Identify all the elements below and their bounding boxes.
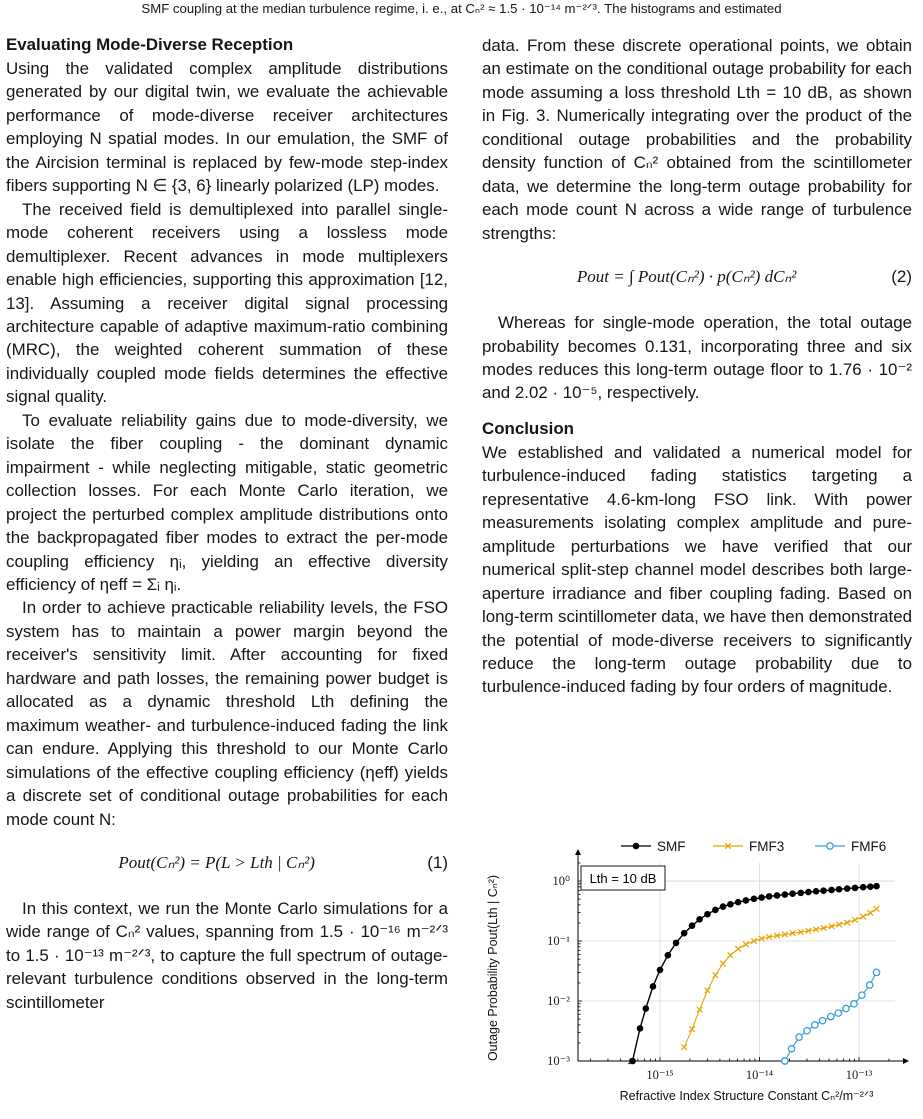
smf-line: [629, 886, 877, 1064]
series-group: [629, 883, 880, 1064]
smf-point: [689, 922, 696, 929]
x-tick-label: 10⁻¹⁴: [745, 1068, 774, 1082]
smf-point: [836, 886, 843, 893]
smf-point: [650, 983, 657, 990]
smf-point: [727, 901, 734, 908]
smf-point: [712, 907, 719, 914]
smf-point: [860, 884, 867, 891]
fmf6-legend-label: FMF6: [851, 839, 887, 854]
fmf6-point: [866, 982, 872, 988]
x-tick-label: 10⁻¹⁵: [646, 1068, 674, 1082]
paragraph: In order to achieve practicable reliability levels, the FSO system has to maintain a power margin beyond the receiver's sensitivity limit. After accounting for fixed hardware and path losses, the remaining power budget is allocated as a dynamic threshold Lth defining the maximum weather- and turbulence-induced fading the link can endure. Applying this threshold to our Monte Carlo simulations of the effective coupling efficiency (ηeff) yields a discrete set of conditional outage probabilities for each mode count N:: [6, 598, 448, 829]
smf-point: [758, 894, 765, 901]
y-axis-arrow: [575, 849, 581, 855]
threshold-annotation: [581, 866, 665, 890]
smf-point: [813, 888, 820, 895]
fmf6-point: [819, 1017, 825, 1023]
y-axis-label: Outage Probability Pout(Lth | Cₙ²): [486, 874, 500, 1062]
equation-1: [6, 841, 448, 885]
smf-point: [873, 883, 880, 890]
fmf6-point: [812, 1022, 818, 1028]
fmf3-point: [728, 952, 734, 958]
y-tick-label: 10⁰: [552, 874, 570, 889]
fmf6-legend-marker: [827, 843, 833, 849]
paragraph: Using the validated complex amplitude distributions generated by our digital twin, we evaluate the achievable performance of mode-diverse receiver architectures employing N spatial modes. In our emulation, the SMF of the Aircision terminal is replaced by few-mode step-index fibers supporting N ∈ {3, 6} linearly polarized (LP) modes.: [6, 59, 448, 196]
y-tick-label: 10⁻²: [547, 994, 570, 1009]
smf-point: [751, 896, 758, 903]
paragraph: We established and validated a numerical model for turbulence-induced fading statistics targeting a representative 4.6-km-long FSO link. With power measurements isolating complex amplitude and pure-amplitude perturbations we have verified that our numerical split-step channel model describes both large-aperture irradiance and fiber coupling fading. Based on long-term scintillometer data, we have then demonstrated the potential of mode-diverse receivers to significantly reduce the long-term outage probability due to turbulence-induced fading by four orders of magnitude.: [482, 442, 912, 697]
equation-number: (2): [891, 267, 912, 287]
fmf3-point: [860, 914, 866, 920]
smf-point: [637, 1025, 644, 1032]
figure-caption-fragment: SMF coupling at the median turbulence regime, i. e., at Cₙ² ≈ 1.5 · 10⁻¹⁴ m⁻²ᐟ³. The histograms and estimated: [141, 1, 782, 16]
paragraph: The received field is demultiplexed into parallel single-mode coherent receivers using a lossless mode demultiplexer. Recent advances in mode multiplexers enable high efficiencies, supporting this approximation [12, 13]. Assuming a receiver digital signal processing architecture capable of adaptive maximum-ratio combining (MRC), the weighted coherent summation of these individually coupled mode fields determines the effective signal quality.: [6, 199, 448, 407]
fmf3-point: [874, 906, 880, 912]
smf-point: [789, 890, 796, 897]
annotation-text: Lth = 10 dB: [589, 871, 657, 886]
smf-point: [797, 890, 804, 897]
grid-lines: [578, 863, 895, 1061]
fmf6-point: [796, 1034, 802, 1040]
fmf6-point: [835, 1010, 841, 1016]
paragraph: In this context, we run the Monte Carlo simulations for a wide range of Cₙ² values, spanning from 1.5 · 10⁻¹⁶ m⁻²ᐟ³ to 1.5 · 10⁻¹³ m⁻²ᐟ³, to capture the full spectrum of outage-relevant turbulence conditions observed in the long-term scintillometer: [6, 898, 448, 1012]
paragraph: Whereas for single-mode operation, the total outage probability becomes 0.131, incorporating three and six modes reduces this long-term outage floor to 1.76 · 10⁻² and 2.02 · 10⁻⁵, respectively.: [482, 313, 912, 403]
right-column: [482, 34, 912, 699]
fmf3-point: [705, 988, 711, 994]
equation-2: [482, 255, 912, 299]
fmf6-point: [843, 1005, 849, 1011]
paragraph: To evaluate reliability gains due to mode-diversity, we isolate the fiber coupling - the dominant dynamic impairment - while neglecting mitigable, static geometric collection losses. For each Monte Carlo iteration, we project the perturbed complex amplitude distributions onto the backpropagated fiber modes to extract the per-mode coupling efficiency ηᵢ, yielding an effective diversity efficiency of ηeff = Σᵢ ηᵢ.: [6, 410, 448, 594]
fmf3-point: [681, 1044, 687, 1050]
axis-labels: [486, 875, 873, 1103]
section-heading-mode-diverse: Evaluating Mode-Diverse Reception: [6, 35, 294, 54]
smf-point: [743, 897, 750, 904]
fmf3-point: [689, 1026, 695, 1032]
equation-number: (1): [427, 853, 448, 873]
smf-point: [774, 892, 781, 899]
smf-point: [704, 911, 711, 918]
equation-body: Pout = ∫ Pout(Cₙ²) · p(Cₙ²) dCₙ²: [576, 267, 797, 287]
outage-probability-figure: [483, 838, 913, 1114]
smf-point: [657, 967, 664, 974]
fmf3-point: [735, 946, 741, 952]
y-tick-label: 10⁻³: [547, 1054, 570, 1068]
smf-point: [735, 899, 742, 906]
smf-legend-label: SMF: [657, 839, 686, 854]
smf-point: [665, 952, 672, 959]
legend: [621, 839, 886, 854]
fmf3-legend-label: FMF3: [749, 839, 785, 854]
x-tick-label: 10⁻¹³: [845, 1068, 873, 1082]
smf-point: [696, 916, 703, 923]
fmf6-point: [859, 992, 865, 998]
fmf6-point: [851, 1001, 857, 1007]
fmf3-point: [697, 1007, 703, 1013]
fmf3-series: [681, 906, 879, 1050]
smf-series: [629, 883, 880, 1064]
x-axis-arrow: [903, 1058, 909, 1064]
smf-point: [642, 1005, 649, 1012]
smf-point: [867, 883, 874, 890]
smf-point: [629, 1058, 636, 1065]
section-heading-conclusion: Conclusion: [482, 418, 574, 438]
tick-labels: [547, 874, 872, 1082]
smf-point: [681, 930, 688, 937]
fmf3-point: [852, 917, 858, 923]
fmf6-point: [782, 1058, 788, 1064]
smf-point: [828, 887, 835, 894]
equation-body: Pout(Cₙ²) = P(L > Lth | Cₙ²): [118, 853, 315, 873]
left-column: [6, 34, 448, 1014]
fmf3-point: [743, 942, 749, 948]
fmf6-series: [782, 969, 880, 1064]
fmf6-point: [788, 1046, 794, 1052]
fmf3-point: [713, 972, 719, 978]
smf-point: [673, 940, 680, 947]
x-axis-label: Refractive Index Structure Constant Cₙ²/m⁻²ᐟ³: [619, 1089, 874, 1103]
fmf6-point: [828, 1013, 834, 1019]
y-tick-label: 10⁻¹: [547, 934, 570, 949]
fmf3-point: [868, 910, 874, 916]
fmf6-point: [804, 1028, 810, 1034]
paragraph: data. From these discrete operational points, we obtain an estimate on the conditional outage probability for each mode assuming a loss threshold Lth = 10 dB, as shown in Fig. 3. Numerically integrating over the product of the conditional outage probabilities and the probability density function of Cₙ² obtained from the scintillometer data, we determine the long-term outage probability for each mode count N across a wide range of turbulence strengths:: [482, 36, 912, 243]
smf-point: [844, 885, 851, 892]
outage-probability-chart: [483, 838, 913, 1114]
fmf3-point: [720, 961, 726, 967]
smf-point: [766, 893, 773, 900]
smf-point: [782, 891, 789, 898]
smf-point: [820, 887, 827, 894]
fmf6-point: [873, 969, 879, 975]
smf-point: [720, 903, 727, 910]
smf-point: [852, 885, 859, 892]
smf-legend-marker: [633, 843, 640, 850]
smf-point: [805, 889, 812, 896]
